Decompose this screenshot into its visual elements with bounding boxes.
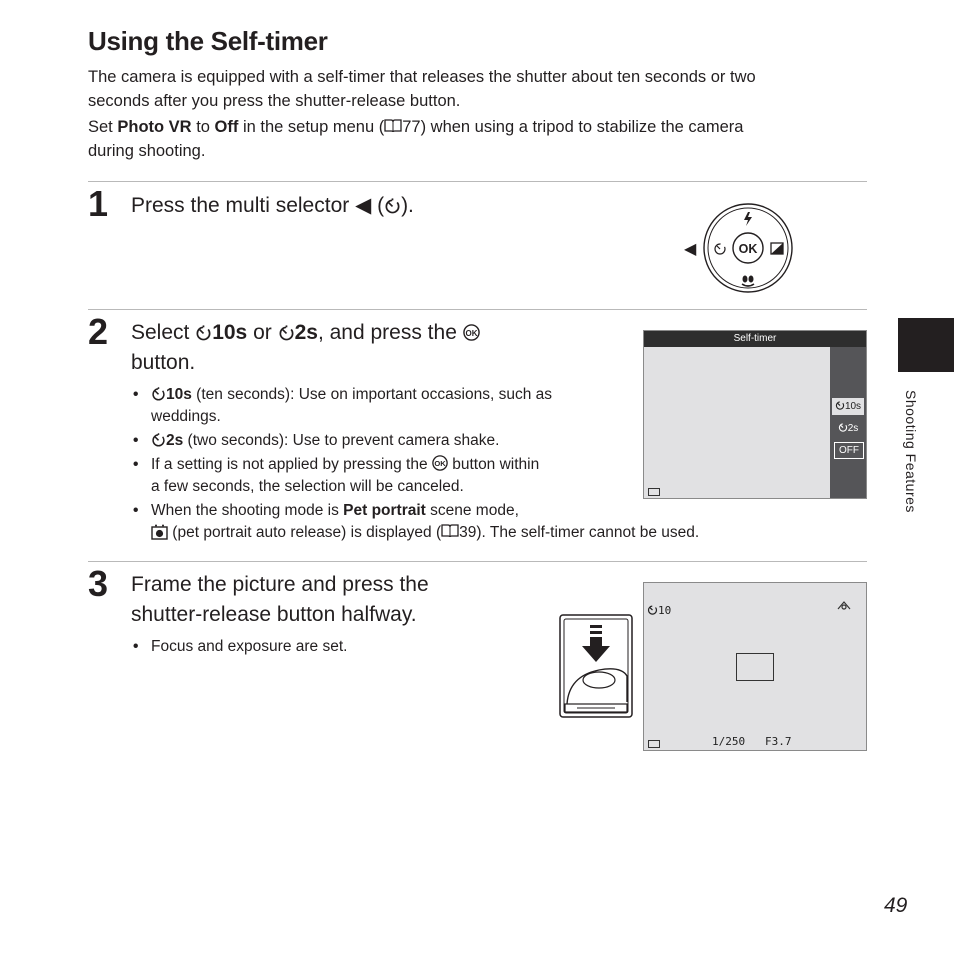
step-2-text: Select 10s or 2s, and press the OK button. [131, 318, 551, 378]
aperture: F3.7 [765, 735, 792, 748]
shutter-speed: 1/250 [712, 735, 746, 748]
self-timer-icon [835, 400, 845, 410]
section-tab [898, 318, 954, 372]
self-timer-icon [384, 197, 401, 214]
menu-option-10s[interactable]: 10s [832, 398, 864, 415]
step-3-number: 3 [88, 563, 109, 604]
divider [88, 561, 867, 562]
self-timer-indicator: 10 [647, 604, 671, 617]
exposure-compensation-icon [771, 243, 783, 254]
svg-text:OK: OK [465, 328, 478, 338]
intro-line-1: The camera is equipped with a self-timer that releases the shutter about ten seconds or two [88, 68, 756, 86]
book-reference-icon [384, 119, 402, 133]
section-label: Shooting Features [903, 390, 919, 513]
self-timer-icon [647, 604, 658, 615]
macro-icon [742, 276, 754, 287]
menu-option-2s[interactable]: 2s [832, 420, 864, 437]
self-timer-icon [151, 386, 166, 401]
pet-portrait-ref[interactable]: 39 [459, 524, 477, 541]
vr-icon [836, 599, 852, 613]
battery-icon [648, 488, 660, 496]
ok-button-label: OK [738, 242, 758, 256]
photo-vr-term: Photo VR [117, 118, 192, 136]
pet-portrait-icon [151, 524, 168, 540]
step-3-line-1: Frame the picture and press the [131, 573, 429, 596]
self-timer-icon [278, 324, 295, 341]
step-1-number: 1 [88, 183, 109, 224]
intro-line-2: seconds after you press the shutter-release button. [88, 92, 461, 110]
self-timer-icon [838, 422, 848, 432]
flash-icon [744, 212, 752, 226]
list-item: • 10s (ten seconds): Use on important occasions, such as weddings. [133, 386, 552, 425]
setup-menu-ref[interactable]: 77 [402, 118, 421, 136]
book-reference-icon [441, 524, 459, 538]
multi-selector-diagram [682, 202, 798, 294]
self-timer-menu-screen [643, 330, 867, 499]
step-3-line-2: shutter-release button halfway. [131, 603, 417, 626]
intro-line-3: Set Photo VR to Off in the setup menu ( 77) when using a tripod to stabilize the camera [88, 118, 744, 136]
self-timer-dial-icon [715, 244, 725, 254]
shutter-press-illustration [559, 614, 633, 718]
step-2-number: 2 [88, 311, 109, 352]
off-term: Off [214, 118, 239, 136]
left-arrow-icon: ◀ [684, 239, 697, 258]
self-timer-icon [151, 432, 166, 447]
focus-area [736, 653, 774, 681]
ok-button-icon [463, 324, 480, 341]
intro-line-4: during shooting. [88, 142, 206, 160]
divider [88, 181, 867, 182]
shooting-screen [643, 582, 867, 751]
ok-button-icon [432, 455, 448, 471]
menu-option-off[interactable]: OFF [834, 442, 864, 459]
self-timer-icon [195, 324, 212, 341]
battery-icon [648, 740, 660, 748]
step-1-text: Press the multi selector ◀ ( ). [131, 194, 414, 217]
divider [88, 309, 867, 310]
page-number: 49 [884, 894, 908, 917]
svg-text:OK: OK [434, 459, 446, 469]
menu-header: Self-timer [644, 331, 866, 347]
page-title: Using the Self-timer [88, 26, 328, 56]
